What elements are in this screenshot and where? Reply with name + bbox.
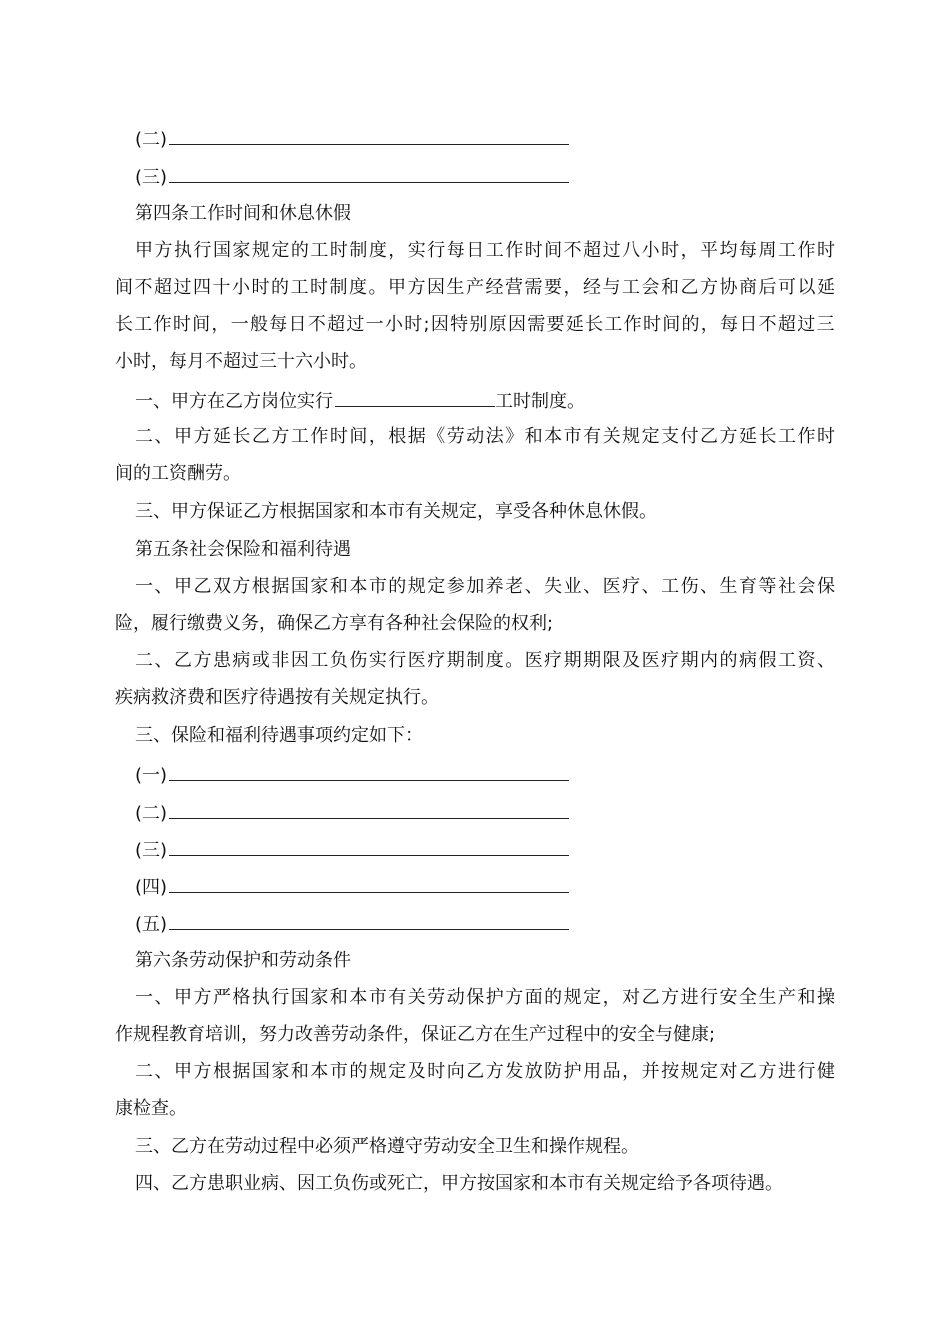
article4-item3: 三、甲方保证乙方根据国家和本市有关规定，享受各种休息休假。 xyxy=(135,501,657,522)
article5-item3: 三、保险和福利待遇事项约定如下： xyxy=(135,725,423,746)
article6-heading: 第六条劳动保护和劳动条件 xyxy=(135,950,351,971)
item-label: (一) xyxy=(135,765,168,786)
benefit-item-1 xyxy=(135,762,569,788)
fill-blank[interactable] xyxy=(169,164,569,183)
item-label: (五) xyxy=(135,914,168,935)
item-label: (三) xyxy=(135,167,168,188)
article5-item1-line-2: 险，履行缴费义务，确保乙方享有各种社会保险的权利; xyxy=(115,613,554,634)
fill-blank[interactable] xyxy=(169,800,569,819)
article4-para-line-2: 间 不 超 过 四 十 小 时 的 工 时 制 度 。 甲 方 因 生 产 经 营 需 要 ， 经 与 工 会 和 乙 方 协 商 后 可 以 延 xyxy=(115,277,835,298)
blank-item-2 xyxy=(135,126,569,152)
fill-blank[interactable] xyxy=(169,837,569,856)
article5-item2-line-2: 疾病救济费和医疗待遇按有关规定执行。 xyxy=(115,687,439,708)
article6-item2-line-2: 康检查。 xyxy=(115,1098,187,1119)
article6-item4: 四、乙方患职业病、因工负伤或死亡，甲方按国家和本市有关规定给予各项待遇。 xyxy=(135,1173,783,1194)
blank-item-3 xyxy=(135,164,569,190)
item-label: (二) xyxy=(135,803,168,824)
article4-item2-line-1: 二 、 甲 方 延 长 乙 方 工 作 时 间 ， 根 据 《 劳 动 法 》 和 本 市 有 关 规 定 支 付 乙 方 延 长 工 作 时 xyxy=(135,426,835,447)
work-hour-system-blank[interactable] xyxy=(335,388,495,407)
article4-item1 xyxy=(135,388,585,414)
fill-blank[interactable] xyxy=(169,126,569,145)
article5-heading: 第五条社会保险和福利待遇 xyxy=(135,539,351,560)
article6-item2-line-1: 二 、 甲 方 根 据 国 家 和 本 市 的 规 定 及 时 向 乙 方 发 放 防 护 用 品 ， 并 按 规 定 对 乙 方 进 行 健 xyxy=(135,1061,835,1082)
article4-item2-line-2: 间的工资酬劳。 xyxy=(115,463,241,484)
fill-blank[interactable] xyxy=(169,911,569,930)
article5-item2-line-1: 二 、 乙 方 患 病 或 非 因 工 负 伤 实 行 医 疗 期 制 度 。 医 疗 期 期 限 及 医 疗 期 内 的 病 假 工 资 、 xyxy=(135,650,835,671)
benefit-item-2 xyxy=(135,800,569,826)
item-label: (二) xyxy=(135,129,168,150)
item1-suffix: 工时制度。 xyxy=(495,391,585,412)
fill-blank[interactable] xyxy=(169,874,569,893)
item-label: (三) xyxy=(135,840,168,861)
article4-para-line-4: 小时，每月不超过三十六小时。 xyxy=(115,351,367,372)
fill-blank[interactable] xyxy=(169,762,569,781)
benefit-item-4 xyxy=(135,874,569,900)
benefit-item-5 xyxy=(135,911,569,937)
benefit-item-3 xyxy=(135,837,569,863)
article6-item3: 三、乙方在劳动过程中必须严格遵守劳动安全卫生和操作规程。 xyxy=(135,1136,639,1157)
article6-item1-line-2: 作规程教育培训，努力改善劳动条件，保证乙方在生产过程中的安全与健康; xyxy=(115,1024,716,1045)
article4-para-line-1: 甲 方 执 行 国 家 规 定 的 工 时 制 度 ， 实 行 每 日 工 作 时 间 不 超 过 八 小 时 ， 平 均 每 周 工 作 时 xyxy=(135,240,835,261)
article4-heading: 第四条工作时间和休息休假 xyxy=(135,203,351,224)
item1-prefix: 一、甲方在乙方岗位实行 xyxy=(135,391,333,412)
article6-item1-line-1: 一 、 甲 方 严 格 执 行 国 家 和 本 市 有 关 劳 动 保 护 方 面 的 规 定 ， 对 乙 方 进 行 安 全 生 产 和 操 xyxy=(135,987,835,1008)
article4-para-line-3: 长 工 作 时 间 ， 一 般 每 日 不 超 过 一 小 时 ; 因 特 别 原 因 需 要 延 长 工 作 时 间 的 ， 每 日 不 超 过 三 xyxy=(115,314,835,335)
article5-item1-line-1: 一 、 甲 乙 双 方 根 据 国 家 和 本 市 的 规 定 参 加 养 老 、 失 业 、 医 疗 、 工 伤 、 生 育 等 社 会 保 xyxy=(135,576,835,597)
item-label: (四) xyxy=(135,877,168,898)
